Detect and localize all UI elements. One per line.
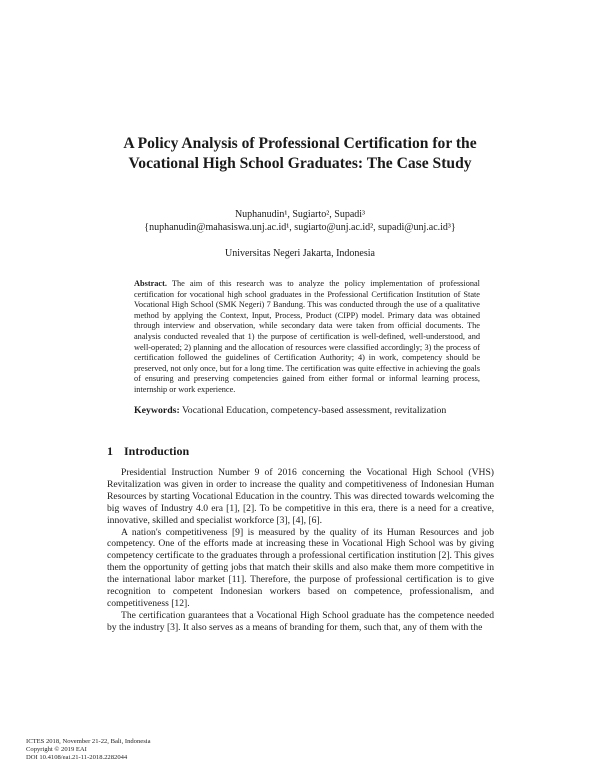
keywords-text: Vocational Education, competency-based assessment, revitalization [182, 405, 447, 416]
footer-conference: ICTES 2018, November 21-22, Bali, Indonesia [26, 738, 151, 745]
paragraph: Presidential Instruction Number 9 of 2016 concerning the Vocational High School (VHS) Revitalization was given in order to increase the quality and competitiveness of Indonesian Human Resources by starting Vocational Education in the country. This was directed towards welcoming the big waves of Industry 4.0 era [1], [2]. To be competitive in this era, there is a need for a creative, innovative, skilled and specialist workforce [3], [4], [6]. [107, 467, 494, 526]
affiliation: Universitas Negeri Jakarta, Indonesia [225, 248, 375, 259]
paragraph: The certification guarantees that a Vocational High School graduate has the competence needed by the industry [3]. It also serves as a means of branding for them, such that, any of them with the [107, 609, 494, 633]
paper-title: A Policy Analysis of Professional Certification for the Vocational High School Graduates: The Case Study [123, 135, 477, 172]
author-block [60, 208, 540, 234]
section-number: 1 [107, 444, 113, 458]
footer-copyright: Copyright © 2019 EAI [26, 746, 87, 754]
paragraph: A nation's competitiveness [9] is measured by the quality of its Human Resources and job competency. One of the efforts made at increasing these in Vocational High School was by giving competency certificate to the graduates through a professional certification institution [2]. This gives them the opportunity of getting jobs that match their skills and also make them more competitive in the international labor market [11]. Therefore, the purpose of professional certification is to give recognition to competent Indonesian workers based on competence, professionalism, and competitiveness [12]. [107, 526, 494, 609]
keywords [134, 405, 494, 417]
abstract-label: Abstract. [134, 279, 167, 288]
keywords-label: Keywords: [134, 405, 180, 416]
section-title: Introduction [124, 444, 190, 458]
footer [26, 738, 326, 763]
abstract [134, 279, 480, 396]
section-heading [107, 444, 487, 459]
author-names: Nuphanudin¹, Sugiarto², Supadi³ [234, 209, 366, 220]
abstract-text: The aim of this research was to analyze the policy implementation of professional certification for vocational high school graduates in the Professional Certification Institution of State Vocational High School (SMK Negeri) 7 Bandung. This was conducted through the use of a qualitative method by applying the Context, Input, Process, Product (CIPP) model. Primary data was obtained through interview and observation, while secondary data were taken from official documents. The analysis conducted revealed that 1) the purpose of certification is well-defined, well-understood, and well-operated; 2) planning and the allocation of resources were classified accordingly; 3) the process of certification followed the guidelines of Certification Authority; 4) in work, competency should be preserved, not only once, but for a long time. The certification was quite effective in achieving the goals of ensuring and preserving competencies gained from either formal or informal learning process, internship or work experience. [134, 279, 480, 394]
footer-doi: DOI 10.4108/eai.21-11-2018.2282044 [26, 754, 128, 762]
body-text [107, 467, 494, 634]
author-emails: {nuphanudin@mahasiswa.unj.ac.id¹, sugiarto@unj.ac.id², supadi@unj.ac.id³} [144, 222, 456, 233]
